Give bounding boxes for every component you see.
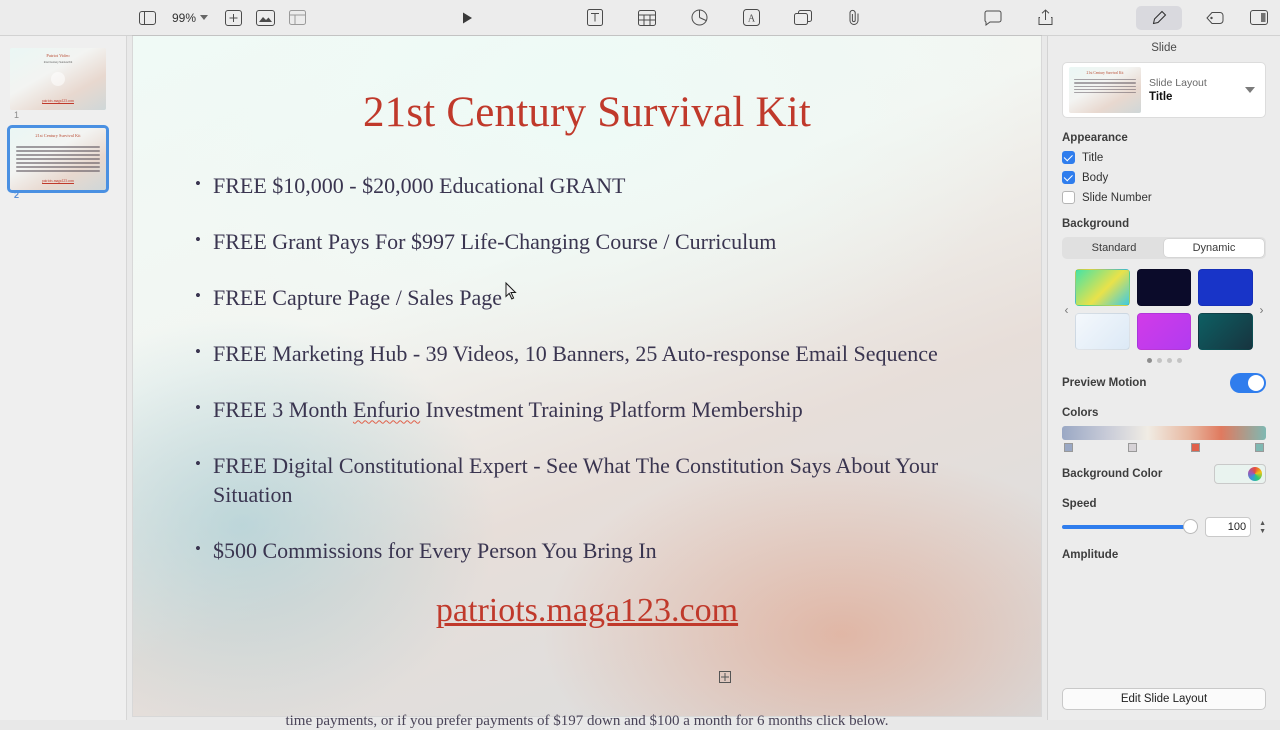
list-item-text: $500 Commissions for Every Person You Bring In [213, 538, 657, 564]
gradient-stops[interactable] [1062, 443, 1266, 452]
swatch-2[interactable] [1137, 269, 1192, 306]
thumb-circle [51, 72, 65, 86]
list-item-text: FREE Digital Constitutional Expert - See What The Constitution Says About Your Situation [213, 452, 939, 508]
list-item-text: FREE Grant Pays For $997 Life-Changing Course / Curriculum [213, 228, 777, 254]
slide-number-2: 2 [14, 190, 20, 200]
list-item-text-pre: FREE 3 Month [213, 396, 353, 422]
insert-table-icon[interactable] [286, 7, 308, 29]
list-item[interactable] [195, 536, 979, 566]
slide-thumbnail-image[interactable] [10, 48, 106, 110]
bullet-dot: • [195, 229, 201, 249]
inspector-title: Slide [1151, 42, 1177, 54]
segment-dynamic[interactable]: Dynamic [1164, 239, 1264, 257]
list-item[interactable] [195, 227, 979, 257]
play-icon[interactable] [456, 7, 478, 29]
checkbox-body-label: Body [1082, 171, 1109, 184]
colors-label: Colors [1062, 407, 1099, 419]
chevron-down-icon [200, 15, 208, 20]
slide-thumbnail-1[interactable] [0, 44, 126, 110]
swatch-4[interactable] [1075, 313, 1130, 350]
thumb-subtitle: 21st Century Survival Kit [43, 61, 73, 64]
preview-motion-row[interactable] [1062, 373, 1266, 393]
bullet-dot: • [195, 453, 201, 473]
list-item-text: FREE $10,000 - $20,000 Educational GRANT [213, 173, 626, 198]
bullet-dot: • [195, 341, 201, 361]
table-icon[interactable] [636, 7, 658, 29]
sidebar-toggle-icon[interactable] [136, 7, 158, 29]
checkbox-title[interactable] [1062, 151, 1075, 164]
slide-thumbnail-image[interactable] [10, 128, 106, 190]
text-box-icon[interactable] [584, 7, 606, 29]
speed-value-field[interactable]: 100 [1205, 517, 1251, 537]
appearance-heading: Appearance [1062, 132, 1128, 144]
stepper-down-icon[interactable]: ▼ [1259, 527, 1266, 535]
layout-thumb-title: 21st Century Survival Kit [1086, 71, 1124, 75]
speed-label: Speed [1062, 498, 1097, 510]
list-item-text: FREE Marketing Hub - 39 Videos, 10 Banners, 25 Auto-response Email Sequence [213, 340, 938, 366]
slide-thumbnail-2[interactable] [0, 124, 126, 190]
slide-title[interactable]: 21st Century Survival Kit [362, 89, 812, 136]
list-item-text-post: Investment Training Platform Membership [420, 396, 803, 422]
slide-navigator[interactable] [0, 36, 127, 720]
edit-slide-layout-button[interactable]: Edit Slide Layout [1062, 688, 1266, 710]
media-icon[interactable] [792, 7, 814, 29]
next-swatch-page-icon[interactable]: › [1259, 302, 1264, 317]
color-gradient-bar[interactable] [1062, 426, 1266, 440]
speed-slider[interactable] [1062, 525, 1197, 529]
list-item-text [213, 395, 979, 425]
thumb-title: Patriot Video [46, 53, 70, 58]
page-dot[interactable] [1157, 358, 1162, 363]
list-item[interactable] [195, 339, 979, 369]
format-inspector[interactable] [1047, 36, 1280, 720]
color-wheel-icon[interactable] [1248, 467, 1262, 481]
swatch-1[interactable] [1075, 269, 1130, 306]
segment-standard[interactable]: Standard [1091, 242, 1137, 254]
svg-text:A: A [747, 13, 755, 25]
slide-layout-label: Slide Layout [1149, 77, 1207, 89]
background-color-row[interactable] [1062, 464, 1266, 484]
thumb-link: patriots.maga123.com [42, 179, 74, 183]
slide-link[interactable]: patriots.maga123.com [435, 592, 739, 630]
inspector-footer [1048, 680, 1280, 720]
document-icon[interactable] [1248, 7, 1270, 29]
format-button[interactable] [1136, 6, 1182, 30]
background-swatches[interactable] [1062, 269, 1266, 350]
list-item[interactable] [195, 451, 979, 511]
thumb-body-lines [16, 146, 100, 172]
shape-icon[interactable] [740, 7, 762, 29]
preview-motion-toggle[interactable] [1230, 373, 1266, 393]
speed-slider-row[interactable] [1062, 517, 1266, 537]
layout-thumbnail [1069, 67, 1141, 113]
bullet-dot: • [195, 539, 201, 559]
slide-layout-value: Title [1149, 91, 1173, 103]
zoom-level-value: 99% [172, 10, 197, 25]
chevron-down-icon[interactable] [1245, 87, 1255, 93]
bullet-dot: • [195, 285, 201, 305]
toolbar [0, 0, 1280, 36]
spellcheck-word: Enfurio [352, 396, 421, 422]
page-dot[interactable] [1147, 358, 1152, 363]
thumb-link: patriots.maga123.com [42, 99, 74, 103]
bullet-dot: • [195, 174, 201, 193]
slide-surface[interactable] [133, 36, 1041, 729]
list-item[interactable] [195, 171, 979, 201]
slide-layout-card[interactable] [1062, 62, 1266, 118]
list-item[interactable] [195, 395, 979, 425]
move-handle-icon[interactable] [719, 670, 731, 682]
page-dot[interactable] [1167, 358, 1172, 363]
swatch-6[interactable] [1198, 313, 1253, 350]
background-mode-segmented[interactable] [1062, 237, 1266, 259]
checkbox-slide-number[interactable] [1062, 191, 1075, 204]
stepper-up-icon[interactable]: ▲ [1259, 519, 1266, 527]
speed-slider-knob[interactable] [1183, 519, 1198, 534]
bullet-dot: • [195, 397, 201, 417]
slide-number-1: 1 [14, 110, 20, 120]
thumb-title: 21st Century Survival Kit [35, 133, 81, 138]
gradient-stop[interactable] [1128, 443, 1137, 452]
list-item[interactable] [195, 283, 979, 313]
checkbox-title-label: Title [1082, 151, 1104, 164]
preview-motion-label: Preview Motion [1062, 377, 1147, 389]
list-item-text: FREE Capture Page / Sales Page [213, 284, 503, 310]
speed-stepper[interactable] [1259, 520, 1266, 535]
zoom-level-control[interactable] [168, 9, 212, 27]
slide-canvas[interactable] [127, 36, 1047, 729]
swatch-5[interactable] [1137, 313, 1192, 350]
insert-media-icon[interactable] [254, 7, 276, 29]
add-slide-icon[interactable] [222, 7, 244, 29]
chart-icon[interactable] [688, 7, 710, 29]
background-color-label: Background Color [1062, 468, 1163, 480]
attachment-icon[interactable] [844, 7, 866, 29]
amplitude-label: Amplitude [1062, 549, 1119, 561]
swatch-page-dots [1062, 358, 1266, 363]
gradient-stop[interactable] [1191, 443, 1200, 452]
checkbox-slide-number-label: Slide Number [1082, 191, 1152, 204]
appearance-option-body[interactable] [1062, 171, 1266, 184]
next-slide-peek-text: time payments, or if you prefer payments of $197 down and $100 a month for 6 months click below. [285, 713, 889, 729]
share-icon[interactable] [1034, 7, 1056, 29]
checkbox-body[interactable] [1062, 171, 1075, 184]
swatch-3[interactable] [1198, 269, 1253, 306]
appearance-option-slide-number[interactable] [1062, 191, 1266, 204]
background-color-well[interactable] [1214, 464, 1266, 484]
animate-icon[interactable] [1204, 7, 1226, 29]
layout-thumb-lines [1074, 79, 1136, 93]
gradient-stop[interactable] [1064, 443, 1073, 452]
page-dot[interactable] [1177, 358, 1182, 363]
background-heading: Background [1062, 218, 1130, 230]
appearance-option-title[interactable] [1062, 151, 1266, 164]
gradient-stop[interactable] [1255, 443, 1264, 452]
comment-icon[interactable] [982, 7, 1004, 29]
slide-body[interactable] [195, 171, 979, 566]
prev-swatch-page-icon[interactable]: ‹ [1064, 302, 1069, 317]
